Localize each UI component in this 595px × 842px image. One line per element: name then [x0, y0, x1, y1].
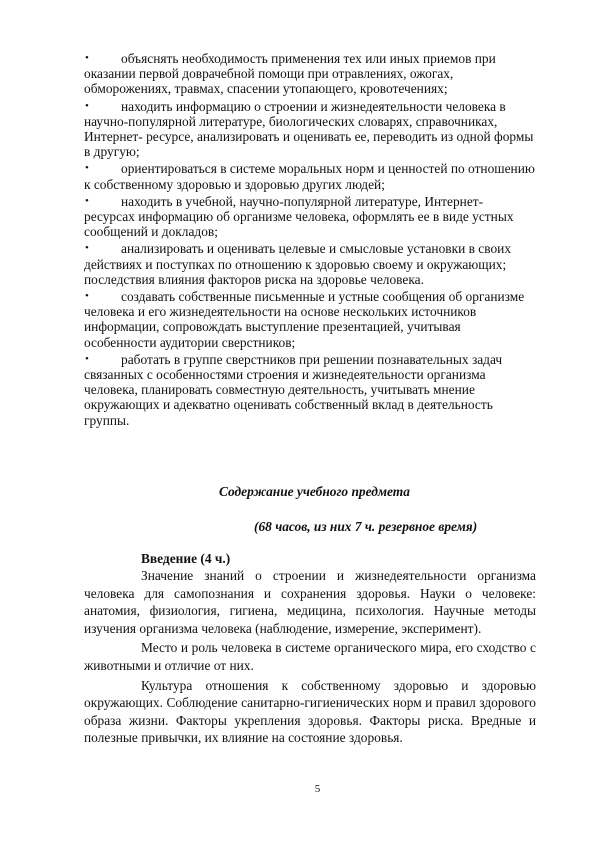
content-title: Содержание учебного предмета	[219, 484, 410, 499]
list-item-continuation: действиях и поступках по отношению к здоровью своему и окружающих; последствия влияния факторов риска на здоровье человека.	[84, 256, 507, 287]
list-item	[84, 194, 536, 240]
list-item-first-line: объяснять необходимость применения тех или иных приемов при	[121, 51, 496, 66]
list-item-continuation: научно-популярной литературе, биологических словарях, справочниках, Интернет- ресурсе, анализировать и оценивать ее, переводить из одной формы в другую;	[84, 113, 534, 160]
list-item-first-line: работать в группе сверстников при решении познавательных задач	[121, 351, 503, 367]
bullet-list	[84, 51, 536, 430]
list-item-first-line: находить в учебной, научно-популярной литературе, Интернет-	[121, 193, 484, 209]
list-item	[84, 289, 536, 350]
list-item	[84, 241, 536, 287]
content-subtitle: (68 часов, из них 7 ч. резервное время)	[254, 519, 478, 534]
bullet-icon: •	[85, 290, 89, 303]
list-item-first-line: анализировать и оценивать целевые и смысловые установки в своих	[121, 241, 512, 257]
bullet-icon: •	[85, 99, 89, 112]
list-item-continuation: связанных с особенностями строения и жизнедеятельности организма человека, планировать совместную деятельность, учитывать мнение окружающих и адекватно оценивать собственный вклад в деятельность группы.	[84, 367, 493, 428]
paragraph: Значение знаний о строении и жизнедеятельности организма человека для самопознания и сохранения здоровья. Науки о человеке: анатомия, физиология, гигиена, медицина, психология. Научные методы изучения организма человека (наблюдение, измерение, эксперимент).	[84, 568, 536, 636]
list-item-continuation: ресурсах информацию об организме человека, оформлять ее в виде устных сообщений и докладов;	[84, 209, 514, 240]
page-number: 5	[314, 783, 321, 795]
bullet-icon: •	[85, 242, 89, 255]
list-item	[84, 161, 536, 191]
list-item-continuation: оказании первой доврачебной помощи при отравлениях, ожогах, обморожениях, травмах, спасении утопающего, кровотечениях;	[84, 66, 454, 97]
paragraph: Место и роль человека в системе органического мира, его сходство с животными и отличие от них.	[84, 640, 536, 673]
paragraph: Культура отношения к собственному здоровью и здоровью окружающих. Соблюдение санитарно-гигиенических норм и правил здорового образа жизни. Факторы укрепления здоровья. Факторы риска. Вредные и полезные привычки, их влияние на состояние здоровья.	[84, 677, 536, 746]
list-item	[84, 51, 536, 97]
list-item-continuation: к собственному здоровью и здоровью других людей;	[84, 176, 385, 192]
list-item	[84, 99, 536, 160]
list-item-first-line: создавать собственные письменные и устные сообщения об организме	[121, 289, 525, 305]
section-introduction	[84, 551, 536, 749]
bullet-icon: •	[85, 52, 89, 64]
list-item	[84, 352, 536, 428]
list-item-first-line: ориентироваться в системе моральных норм и ценностей по отношению	[121, 161, 535, 177]
list-item-first-line: находить информацию о строении и жизнедеятельности человека в	[121, 98, 506, 114]
bullet-icon: •	[85, 194, 89, 207]
bullet-icon: •	[85, 352, 89, 365]
bullet-icon: •	[85, 162, 89, 175]
section-title: Введение (4 ч.)	[141, 551, 231, 566]
list-item-continuation: человека и его жизнедеятельности на основе нескольких источников информации, сопровождать выступление презентацией, учитывая особенности аудитории сверстников;	[84, 304, 477, 350]
